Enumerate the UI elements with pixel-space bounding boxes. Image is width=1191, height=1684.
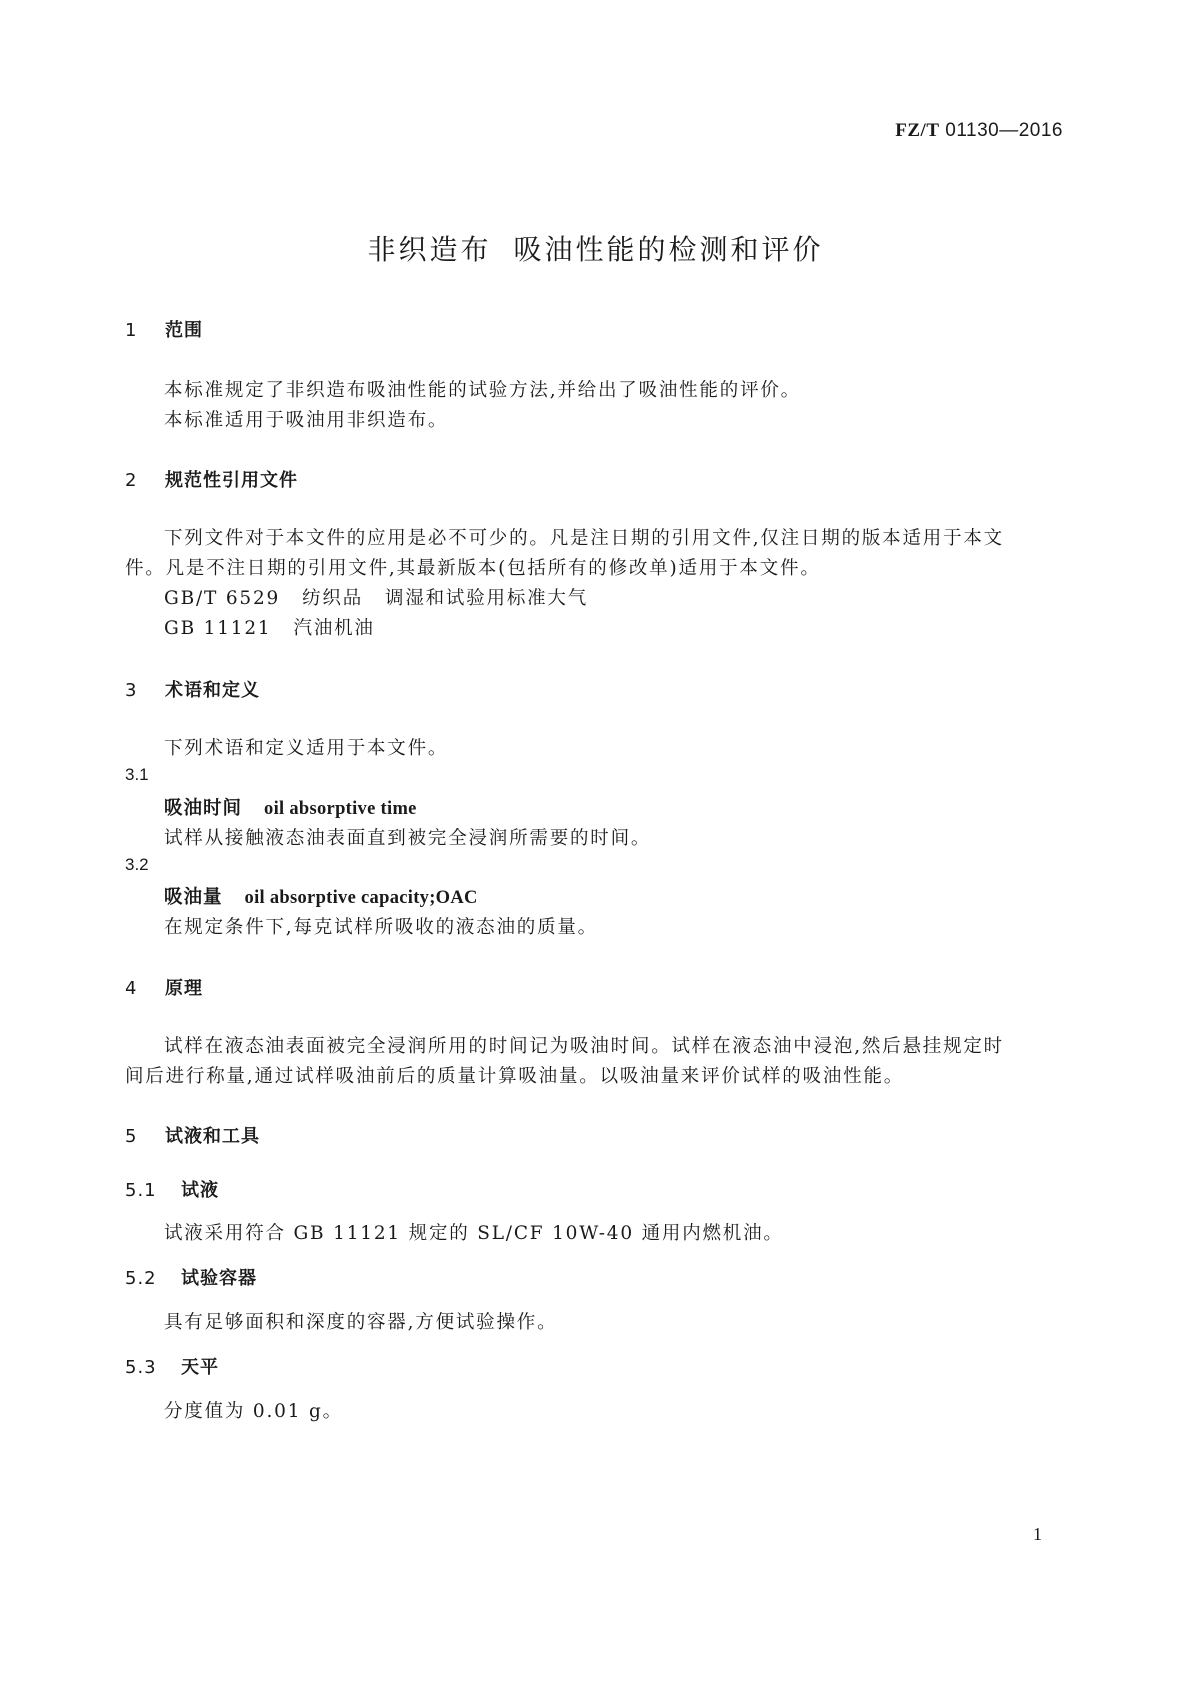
subsection-number: 5.1: [125, 1180, 157, 1201]
subsection-title: 试液: [181, 1180, 219, 1201]
section-5-3-paragraph: 分度值为 0.01 g。: [164, 1401, 343, 1422]
section-5-1-paragraph: 试液采用符合 GB 11121 规定的 SL/CF 10W-40 通用内燃机油。: [164, 1223, 784, 1244]
reference-code: GB 11121: [164, 618, 272, 639]
term-3-2: [164, 883, 478, 909]
reference-title-b: 调湿和试验用标准大气: [385, 588, 589, 609]
term-3-2-definition: 在规定条件下,每克试样所吸收的液态油的质量。: [164, 917, 598, 938]
reference-code: GB/T 6529: [164, 588, 281, 609]
section-4-paragraph-line-1: 试样在液态油表面被完全浸润所用的时间记为吸油时间。试样在液态油中浸泡,然后悬挂规定时: [164, 1036, 1004, 1057]
section-title: 范围: [165, 320, 203, 341]
section-number: 5: [125, 1126, 138, 1147]
section-title: 原理: [165, 978, 203, 999]
term-chinese: 吸油量: [164, 887, 223, 908]
reference-title: 汽油机油: [293, 618, 375, 639]
section-number: 1: [125, 320, 138, 341]
section-5-heading: [125, 1122, 260, 1148]
section-2-paragraph-line-2: 件。凡是不注日期的引用文件,其最新版本(包括所有的修改单)适用于本文件。: [125, 558, 821, 579]
normative-reference-2: [164, 614, 375, 640]
standard-code-number: 01130—2016: [945, 120, 1063, 141]
document-title: [0, 228, 1191, 268]
title-part-1: 非织造布: [367, 233, 492, 266]
section-number: 4: [125, 978, 138, 999]
term-3-1-definition: 试样从接触液态油表面直到被完全浸润所需要的时间。: [164, 828, 652, 849]
section-3-paragraph: 下列术语和定义适用于本文件。: [164, 738, 449, 759]
page-number: 1: [1033, 1524, 1042, 1544]
section-title: 术语和定义: [165, 680, 260, 701]
normative-reference-1: [164, 584, 588, 610]
subsection-title: 试验容器: [181, 1268, 257, 1289]
term-3-1-number: 3.1: [125, 765, 149, 784]
term-english: oil absorptive capacity;OAC: [244, 888, 478, 908]
term-english: oil absorptive time: [264, 799, 417, 819]
section-4-paragraph-line-2: 间后进行称量,通过试样吸油前后的质量计算吸油量。以吸油量来评价试样的吸油性能。: [125, 1066, 905, 1087]
section-2-heading: [125, 466, 298, 492]
section-5-2-paragraph: 具有足够面积和深度的容器,方便试验操作。: [164, 1312, 558, 1333]
term-3-2-number: 3.2: [125, 855, 149, 874]
section-1-heading: [125, 316, 203, 342]
section-number: 2: [125, 470, 138, 491]
section-4-heading: [125, 974, 203, 1000]
standard-code-prefix: FZ/T: [895, 120, 940, 141]
section-3-heading: [125, 676, 260, 702]
term-chinese: 吸油时间: [164, 798, 243, 819]
title-part-2: 吸油性能的检测和评价: [513, 233, 824, 266]
section-5-2-heading: [125, 1264, 257, 1290]
subsection-title: 天平: [181, 1357, 219, 1378]
section-2-paragraph-line-1: 下列文件对于本文件的应用是必不可少的。凡是注日期的引用文件,仅注日期的版本适用于本文: [164, 528, 1004, 549]
section-title: 规范性引用文件: [165, 470, 298, 491]
section-1-paragraph-1: 本标准规定了非织造布吸油性能的试验方法,并给出了吸油性能的评价。: [164, 380, 801, 401]
reference-title-a: 纺织品: [302, 588, 364, 609]
section-number: 3: [125, 680, 138, 701]
section-1-paragraph-2: 本标准适用于吸油用非织造布。: [164, 410, 449, 431]
section-5-1-heading: [125, 1176, 219, 1202]
standard-code: [895, 120, 1063, 142]
subsection-number: 5.2: [125, 1268, 157, 1289]
section-5-3-heading: [125, 1353, 219, 1379]
subsection-number: 5.3: [125, 1357, 157, 1378]
term-3-1: [164, 794, 417, 820]
section-title: 试液和工具: [165, 1126, 260, 1147]
